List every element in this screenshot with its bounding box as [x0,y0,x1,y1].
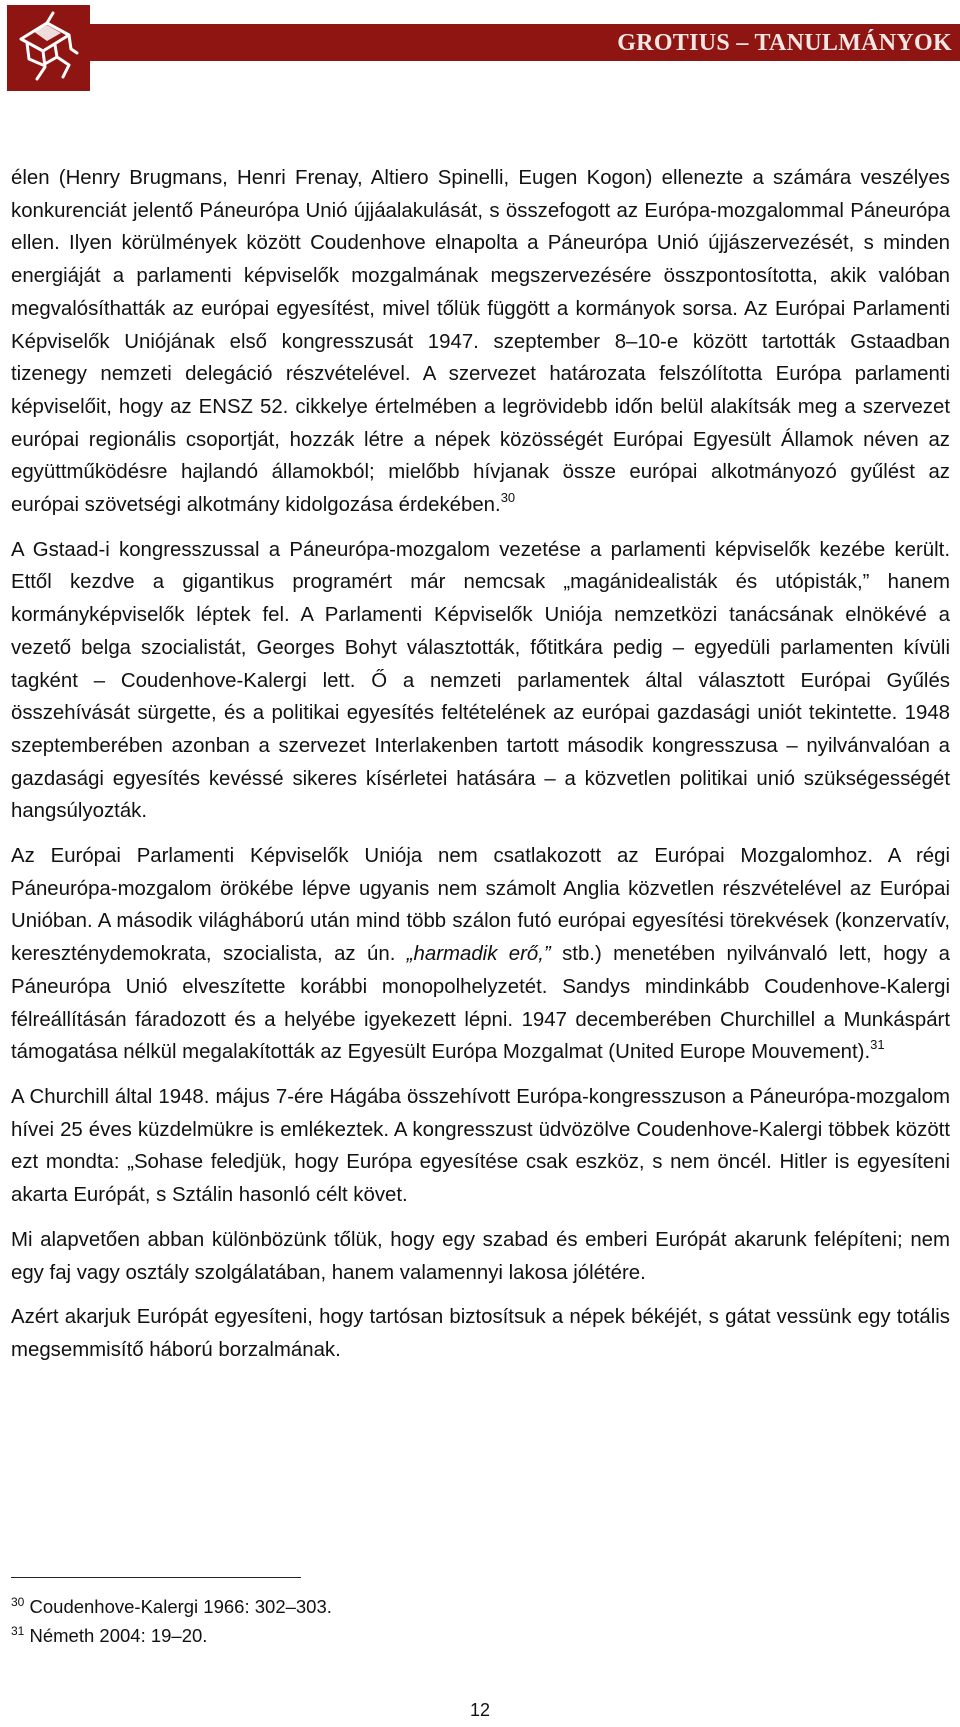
header-banner [90,24,960,61]
paragraph-text: élen (Henry Brugmans, Henri Frenay, Altiero Spinelli, Eugen Kogon) ellenezte a számára veszélyes konkurenciát jelentő Páneurópa Unió újjáalakulását, s összefogott az Európa-mozgalommal Páneurópa ellen. Ilyen körülmények között Coudenhove elnapolta a Páneurópa Unió újjászervezését, s minden energiáját a parlamenti képviselők mozgalmának megszervezésére összpontosította, akik valóban megvalósíthatták az európai egyesítést, mivel tőlük függött a kormányok sorsa. Az Európai Parlamenti Képviselők Uniójának első kongresszusát 1947. szeptember 8–10-e között tartották Gstaadban tizenegy nemzeti delegáció részvételével. A szervezet határozata felszólította Európa parlamenti képviselőit, hogy az ENSZ 52. cikkelye értelmében a legrövidebb időn belül alakítsák meg a szervezet európai regionális csoportját, hozzák létre a népek közösségét Európai Egyesült Államok néven az együttműködésre hajlandó államokból; mielőbb hívjanak össze európai alkotmányozó gyűlést az európai szövetségi alkotmány kidolgozása érdekében. [11,167,950,517]
footnote-text: Németh 2004: 19–20. [29,1625,208,1646]
paragraph-text: Mi alapvetően abban különbözünk tőlük, hogy egy szabad és emberi Európát akarunk felépíteni; nem egy faj vagy osztály szolgálatában, hanem valamennyi lakosa jólétére. [11,1228,950,1284]
footnote-number: 31 [11,1623,25,1638]
paragraph [11,1081,950,1212]
page-number: 12 [469,1700,491,1720]
footnote-divider [11,1577,301,1578]
paragraph [11,534,950,828]
paragraph [11,1224,950,1289]
paragraph-text: stb.) menetében nyilvánvaló lett, hogy a Páneurópa Unió elveszítette korábbi monopolhelyzetét. Sandys mindinkább Coudenhove-Kalergi félreállításán fáradozott és a helyébe igyekezett lépni. 1947 decemberében Churchillel a Munkáspárt támogatása nélkül megalakították az Egyesült Európa Mozgalmat (United Europe Mouvement). [11,943,951,1064]
footnote-ref[interactable]: 30 [500,490,516,506]
footnote [11,1592,950,1621]
footnotes [11,1577,950,1650]
paragraph-text: Azért akarjuk Európát egyesíteni, hogy tartósan biztosítsuk a népek békéjét, s gátat vessünk egy totális megsemmisítő háború borzalmának. [11,1306,950,1361]
paragraph [11,162,950,522]
footnote [11,1621,950,1650]
footnote-ref[interactable]: 31 [870,1037,885,1053]
footnote-text: Coudenhove-Kalergi 1966: 302–303. [29,1596,332,1617]
italic-phrase: „harmadik erő,” [406,943,551,966]
paragraph [11,1301,950,1366]
paragraph-text: A Gstaad-i kongresszussal a Páneurópa-mozgalom vezetése a parlamenti képviselők kezébe került. Ettől kezdve a gigantikus programért már nemcsak „magánidealisták és utópisták,” hanem kormányképviselők léptek fel. A Parlamenti Képviselők Uniója nemzetközi tanácsának elnökévé a vezető belga szocialistát, Georges Bohyt választották, főtitkára pedig – egyedüli parlamenten kívüli tagként – Coudenhove-Kalergi lett. Ő a nemzeti parlamentek által választott Európai Gyűlés összehívását sürgette, és a politikai egyesítés feltételének az európai gazdasági uniót tekintette. 1948 szeptemberében azonban a szervezet Interlakenben tartott második kongresszusa – nyilvánvalóan a gazdasági egyesítés kevéssé sikeres kísérletei hatására – a közvetlen politikai unió szükségességét hangsúlyozták. [11,538,950,823]
paragraph-text: A Churchill által 1948. május 7-ére Hágába összehívott Európa-kongresszuson a Páneurópa-mozgalom hívei 25 éves küzdelmükre is emlékeztek. A kongresszust üdvözölve Coudenhove-Kalergi többek között ezt mondta: „Sohase feledjük, hogy Európa egyesítése csak eszköz, s nem öncél. Hitler is egyesíteni akarta Európát, s Sztálin hasonló célt követ. [11,1085,950,1207]
grotius-logo-icon [7,5,90,91]
footnote-number: 30 [11,1594,25,1609]
paragraph-text: Az Európai Parlamenti Képviselők Uniója nem csatlakozott az Európai Mozgalomhoz. A régi Páneurópa-mozgalom örökébe lépve ugyanis nem számolt Anglia közvetlen részvételével az Európai Unióban. A második világháború után mind több szálon futó európai egyesítési törekvések (konzervatív, kereszténydemokrata, szocialista, az ún. [11,845,950,966]
page-header [0,0,960,96]
paragraph [11,840,950,1069]
publication-title: GROTIUS – TANULMÁNYOK [617,30,952,56]
article-body [11,162,950,1379]
